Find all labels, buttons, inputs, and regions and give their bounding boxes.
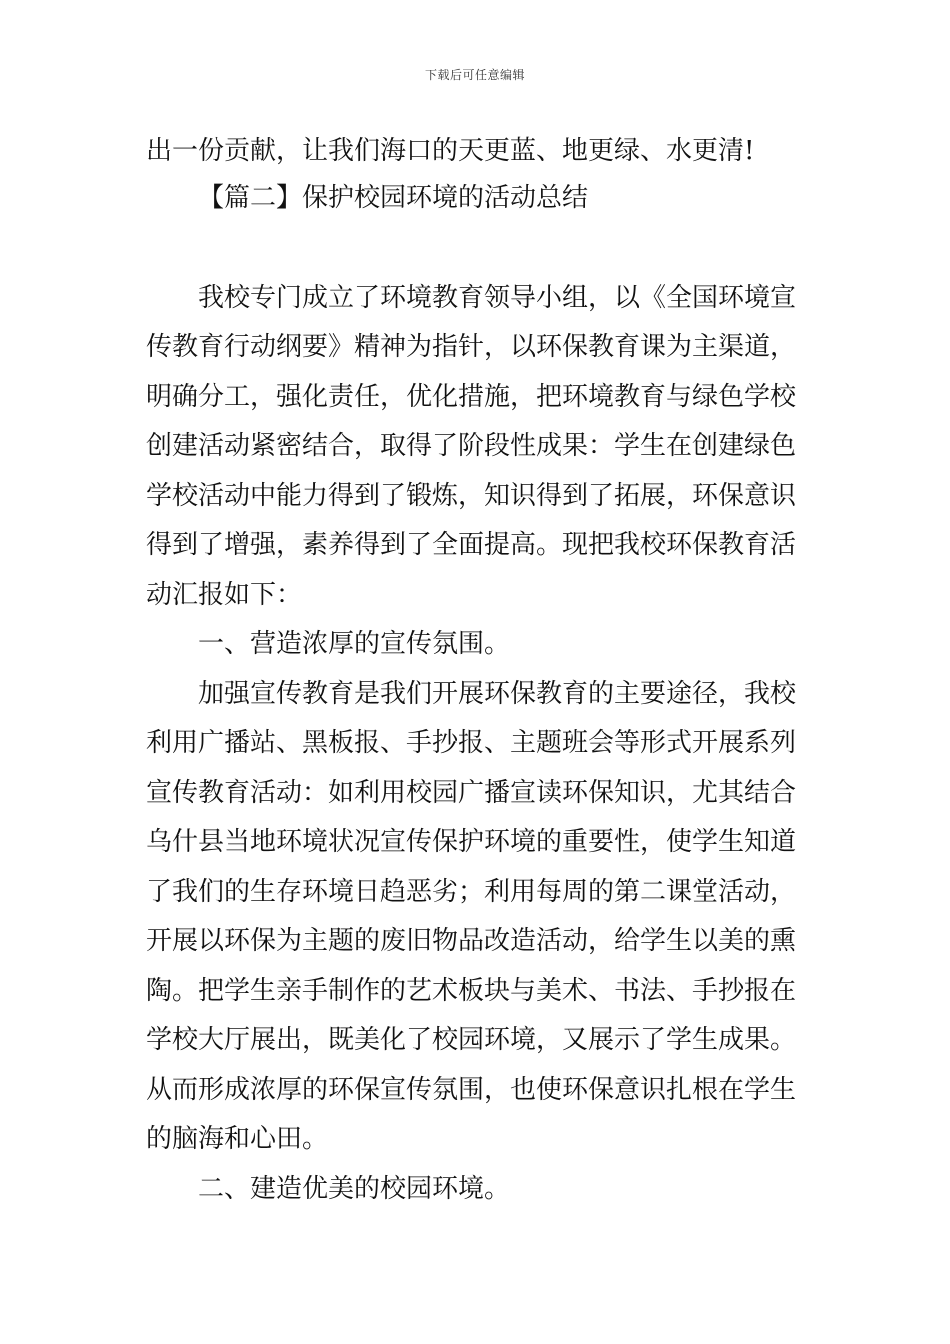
paragraph-line: 明确分工，强化责任，优化措施，把环境教育与绿色学校 — [146, 381, 797, 412]
subsection-heading: 二、建造优美的校园环境。 — [198, 1173, 511, 1204]
subsection-heading: 一、营造浓厚的宣传氛围。 — [198, 629, 511, 659]
paragraph-line: 陶。把学生亲手制作的艺术板块与美术、书法、手抄报在 — [146, 975, 797, 1006]
paragraph-line: 传教育行动纲要》精神为指针，以环保教育课为主渠道， — [146, 332, 797, 362]
paragraph-line: 加强宣传教育是我们开展环保教育的主要途径，我校 — [198, 678, 797, 709]
paragraph-line: 学校大厅展出，既美化了校园环境，又展示了学生成果。 — [146, 1025, 797, 1055]
paragraph-line: 宣传教育活动：如利用校园广播宣读环保知识，尤其结合 — [146, 777, 797, 808]
paragraph-line: 创建活动紧密结合，取得了阶段性成果：学生在创建绿色 — [146, 431, 797, 461]
paragraph-line: 的脑海和心田。 — [146, 1124, 329, 1154]
paragraph-line: 我校专门成立了环境教育领导小组，以《全国环境宣 — [198, 282, 797, 313]
text-line: 出一份贡献，让我们海口的天更蓝、地更绿、水更清! — [146, 136, 755, 166]
paragraph-line: 得到了增强，素养得到了全面提高。现把我校环保教育活 — [146, 530, 797, 560]
paragraph-line: 乌什县当地环境状况宣传保护环境的重要性，使学生知道 — [146, 827, 797, 857]
paragraph-line: 学校活动中能力得到了锻炼，知识得到了拓展，环保意识 — [146, 480, 797, 511]
paragraph-line: 动汇报如下： — [146, 579, 303, 610]
blank-line — [146, 224, 806, 274]
paragraph-line: 开展以环保为主题的废旧物品改造活动，给学生以美的熏 — [146, 926, 797, 956]
paragraph-line: 利用广播站、黑板报、手抄报、主题班会等形式开展系列 — [146, 728, 797, 758]
paragraph-line: 从而形成浓厚的环保宣传氛围，也使环保意识扎根在学生 — [146, 1074, 797, 1105]
document-body — [146, 128, 806, 1214]
page-header-note: 下载后可任意编辑 — [424, 68, 525, 82]
paragraph-line: 了我们的生存环境日趋恶劣；利用每周的第二课堂活动， — [146, 876, 797, 907]
section-heading: 【篇二】保护校园环境的活动总结 — [198, 183, 589, 213]
